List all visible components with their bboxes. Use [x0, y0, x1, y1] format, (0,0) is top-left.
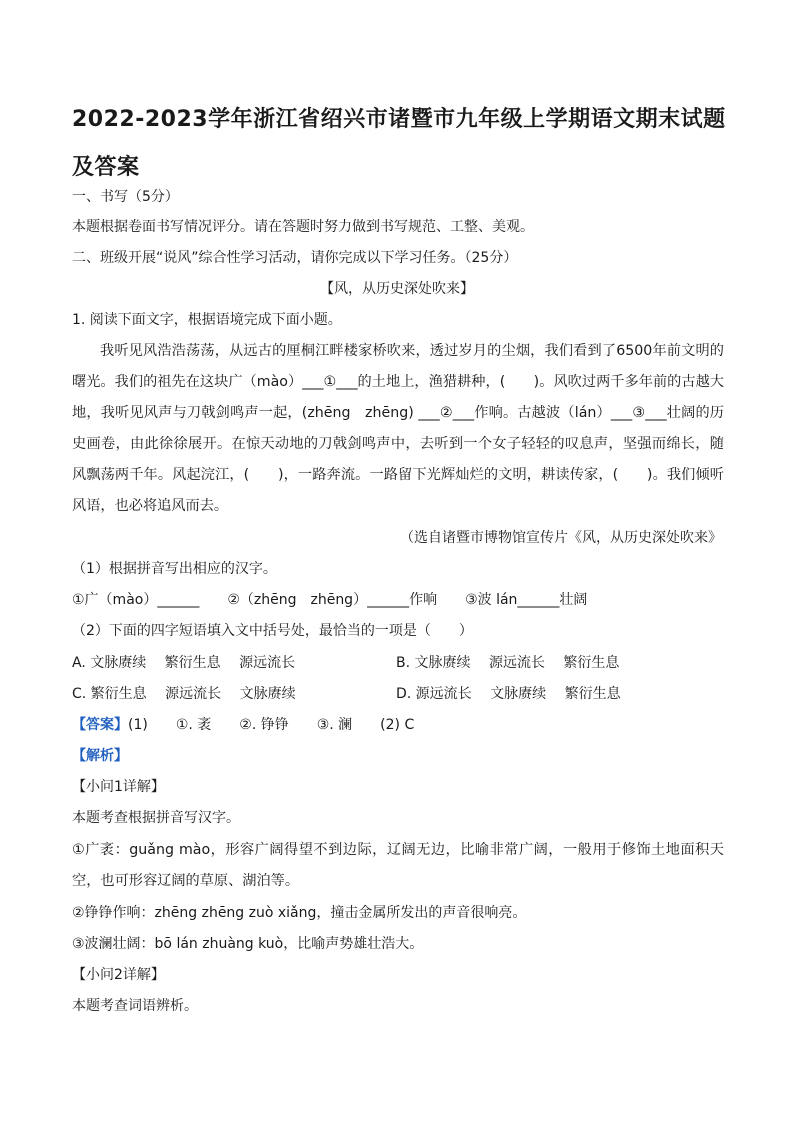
option-b: B. 文脉赓续 源远流长 繁衍生息	[396, 655, 620, 671]
answer-text: (1) ①. 袤 ②. 铮铮 ③. 澜 (2) C	[128, 717, 415, 733]
answer-label: 【答案】	[72, 717, 128, 733]
detail1-label: 【小问1详解】	[72, 779, 165, 795]
explain-guangmao: ①广袤：guǎng mào，形容广阔得望不到边际，辽阔无边，比喻非常广阔，一般用于修饰土地面积天空，也可形容辽阔的草原、湖泊等。	[72, 842, 724, 889]
subquestion-1: （1）根据拼音写出相应的汉字。	[72, 561, 277, 577]
page-title: 2022-2023学年浙江省绍兴市诸暨市九年级上学期语文期末试题及答案	[72, 107, 726, 180]
section2-heading: 二、班级开展“说风”综合性学习活动，请你完成以下学习任务。（25分）	[72, 250, 518, 266]
detail2-label: 【小问2详解】	[72, 967, 165, 983]
reading-passage: 我听见风浩浩荡荡，从远古的厘桐江畔楼家桥吹来，透过岁月的尘烟，我们看到了6500年前文明的曙光。我们的祖先在这块广（mào）___①___的土地上，渔猎耕种，( )。风吹过两千多年前的古越大地，我听见风声与刀戟剑鸣声一起，(zhēng zhēng) ___②___作响。古越波（lán）___③___壮阔的历史画卷，由此徐徐展开。在惊天动地的刀戟剑鸣声中，去听到一个女子轻轻的叹息声，坚强而绵长，随风飘荡两千年。风起浣江，( )，一路奔流。一路留下光辉灿烂的文明，耕读传家，( )。我们倾听风语，也必将追风而去。	[72, 343, 724, 514]
option-c: C. 繁衍生息 源远流长 文脉赓续	[72, 686, 296, 702]
question1-intro: 1. 阅读下面文字，根据语境完成下面小题。	[72, 312, 342, 328]
explain-bolan: ③波澜壮阔：bō lán zhuàng kuò，比喻声势雄壮浩大。	[72, 936, 424, 952]
detail1-text: 本题考查根据拼音写汉字。	[72, 810, 240, 826]
option-a: A. 文脉赓续 繁衍生息 源远流长	[72, 655, 296, 671]
section1-heading: 一、书写（5分）	[72, 189, 179, 205]
answer-line	[72, 715, 414, 735]
subquestion-2: （2）下面的四字短语填入文中括号处，最恰当的一项是（ ）	[72, 623, 473, 639]
section1-text: 本题根据卷面书写情况评分。请在答题时努力做到书写规范、工整、美观。	[72, 219, 534, 235]
subquestion-1-items: ①广（mào）______ ②（zhēng zhēng）______作响 ③波 lán______壮阔	[72, 592, 588, 608]
option-d: D. 源远流长 文脉赓续 繁衍生息	[396, 686, 621, 702]
passage-source: （选自诸暨市博物馆宣传片《风，从历史深处吹来》	[400, 530, 722, 546]
explain-zhengzheng: ②铮铮作响：zhēng zhēng zuò xiǎng，撞击金属所发出的声音很响亮。	[72, 905, 527, 921]
detail2-text: 本题考查词语辨析。	[72, 998, 198, 1014]
passage-subtitle: 【风，从历史深处吹来】	[320, 281, 474, 297]
analysis-label: 【解析】	[72, 748, 128, 764]
